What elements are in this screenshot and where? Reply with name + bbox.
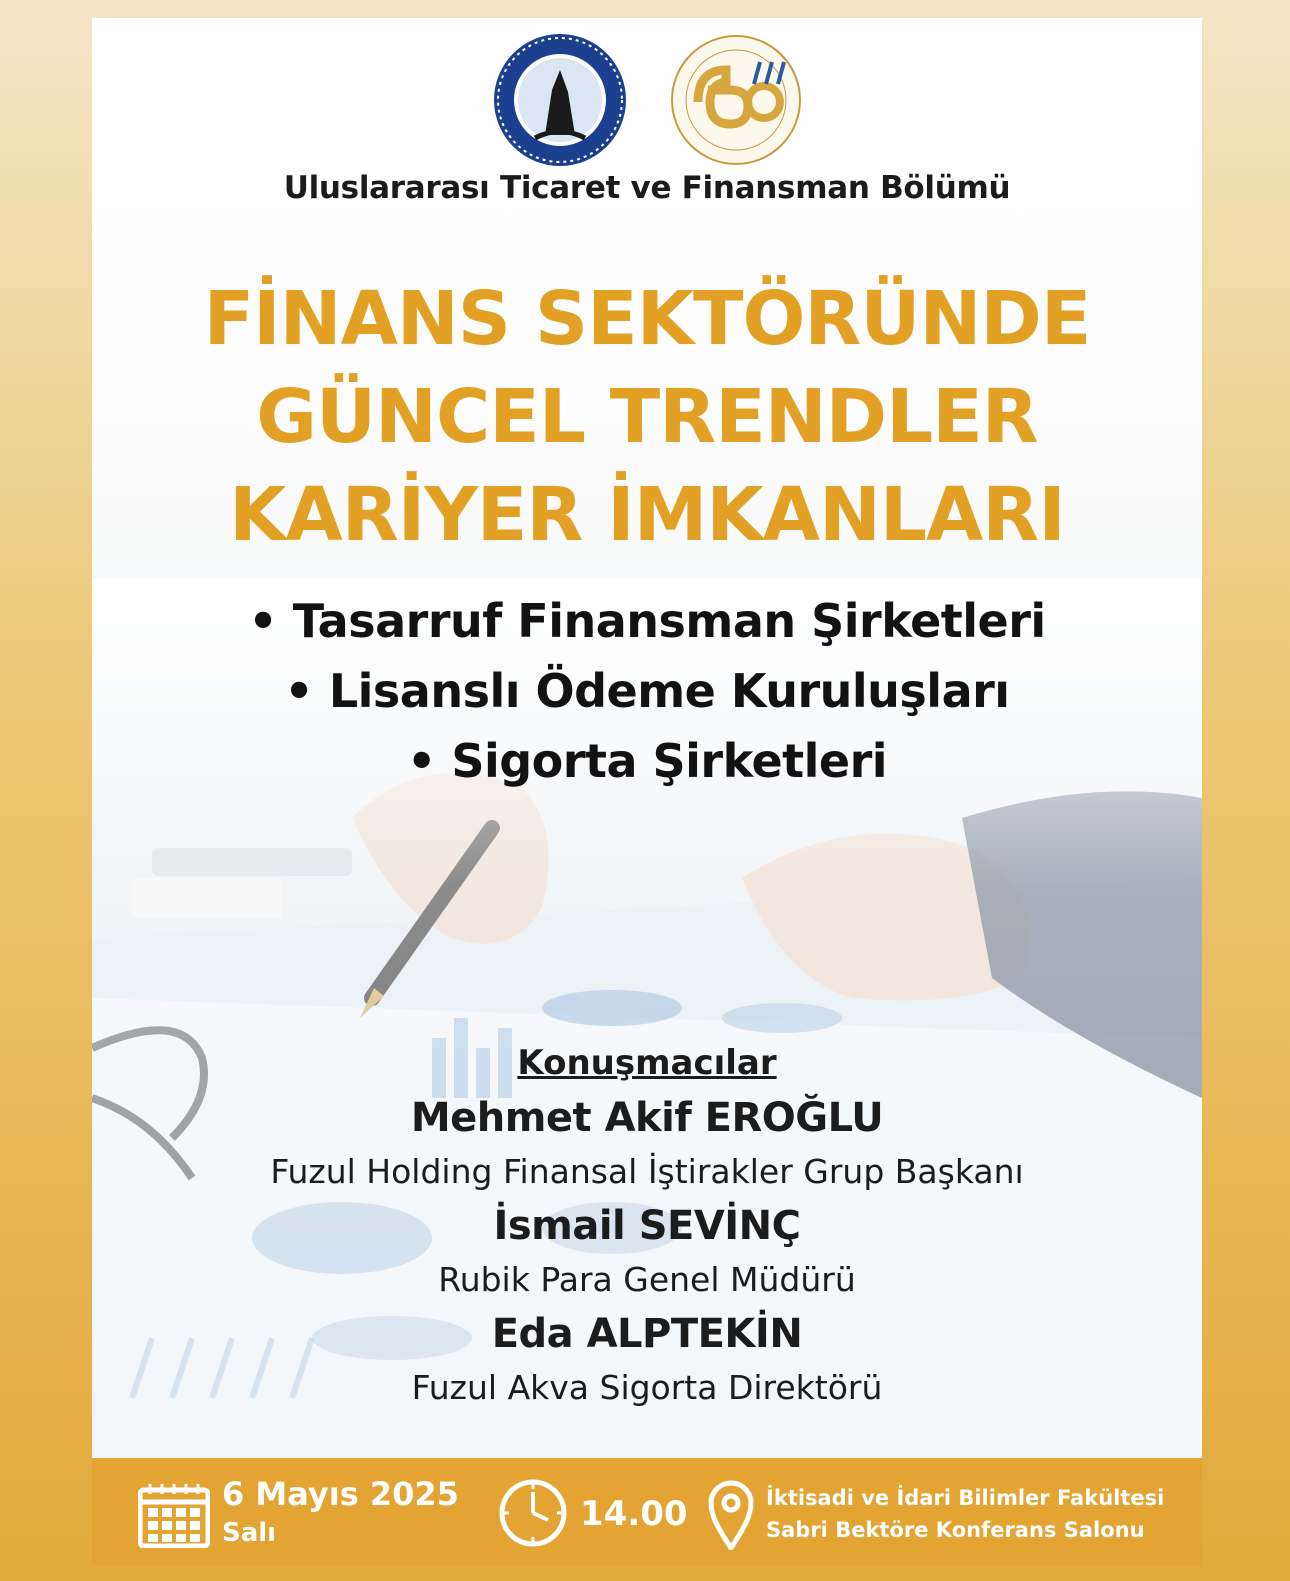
location-pin-icon xyxy=(708,1480,754,1550)
university-seal-logo xyxy=(490,30,630,170)
department-name: Uluslararası Ticaret ve Finansman Bölümü xyxy=(283,170,1011,206)
topic-item: • Lisanslı Ödeme Kuruluşları xyxy=(284,664,1010,718)
event-title xyxy=(92,270,1202,564)
speaker-name: Mehmet Akif EROĞLU xyxy=(410,1095,884,1141)
topic-list xyxy=(92,586,1202,796)
logo-row xyxy=(92,30,1202,170)
title-line: FİNANS SEKTÖRÜNDE xyxy=(203,276,1091,362)
event-day: Salı xyxy=(222,1518,277,1548)
calendar-icon xyxy=(138,1482,210,1548)
speaker-role: Fuzul Holding Finansal İştirakler Grup Başkanı xyxy=(270,1152,1024,1191)
speaker-role: Fuzul Akva Sigorta Direktörü xyxy=(411,1368,883,1407)
title-line: KARİYER İMKANLARI xyxy=(229,472,1065,558)
event-time: 14.00 xyxy=(580,1494,688,1534)
topic-item: • Sigorta Şirketleri xyxy=(406,734,888,788)
event-date: 6 Mayıs 2025 xyxy=(222,1475,459,1513)
location-line: Sabri Bektöre Konferans Salonu xyxy=(766,1518,1145,1542)
speakers-section xyxy=(92,1036,1202,1414)
title-line: GÜNCEL TRENDLER xyxy=(256,374,1038,460)
location-line: İktisadi ve İdari Bilimler Fakültesi xyxy=(766,1486,1165,1510)
speakers-heading: Konuşmacılar xyxy=(517,1043,777,1083)
speaker-role: Rubik Para Genel Müdürü xyxy=(438,1260,856,1299)
event-location xyxy=(766,1482,1164,1546)
speaker-name: İsmail SEVİNÇ xyxy=(493,1203,801,1249)
event-info-bar xyxy=(92,1458,1202,1566)
clock-icon xyxy=(498,1478,568,1548)
topic-item: • Tasarruf Finansman Şirketleri xyxy=(248,594,1046,648)
event-poster xyxy=(92,18,1202,1566)
speaker-name: Eda ALPTEKİN xyxy=(491,1311,803,1357)
iibf-50-year-logo xyxy=(668,32,804,168)
